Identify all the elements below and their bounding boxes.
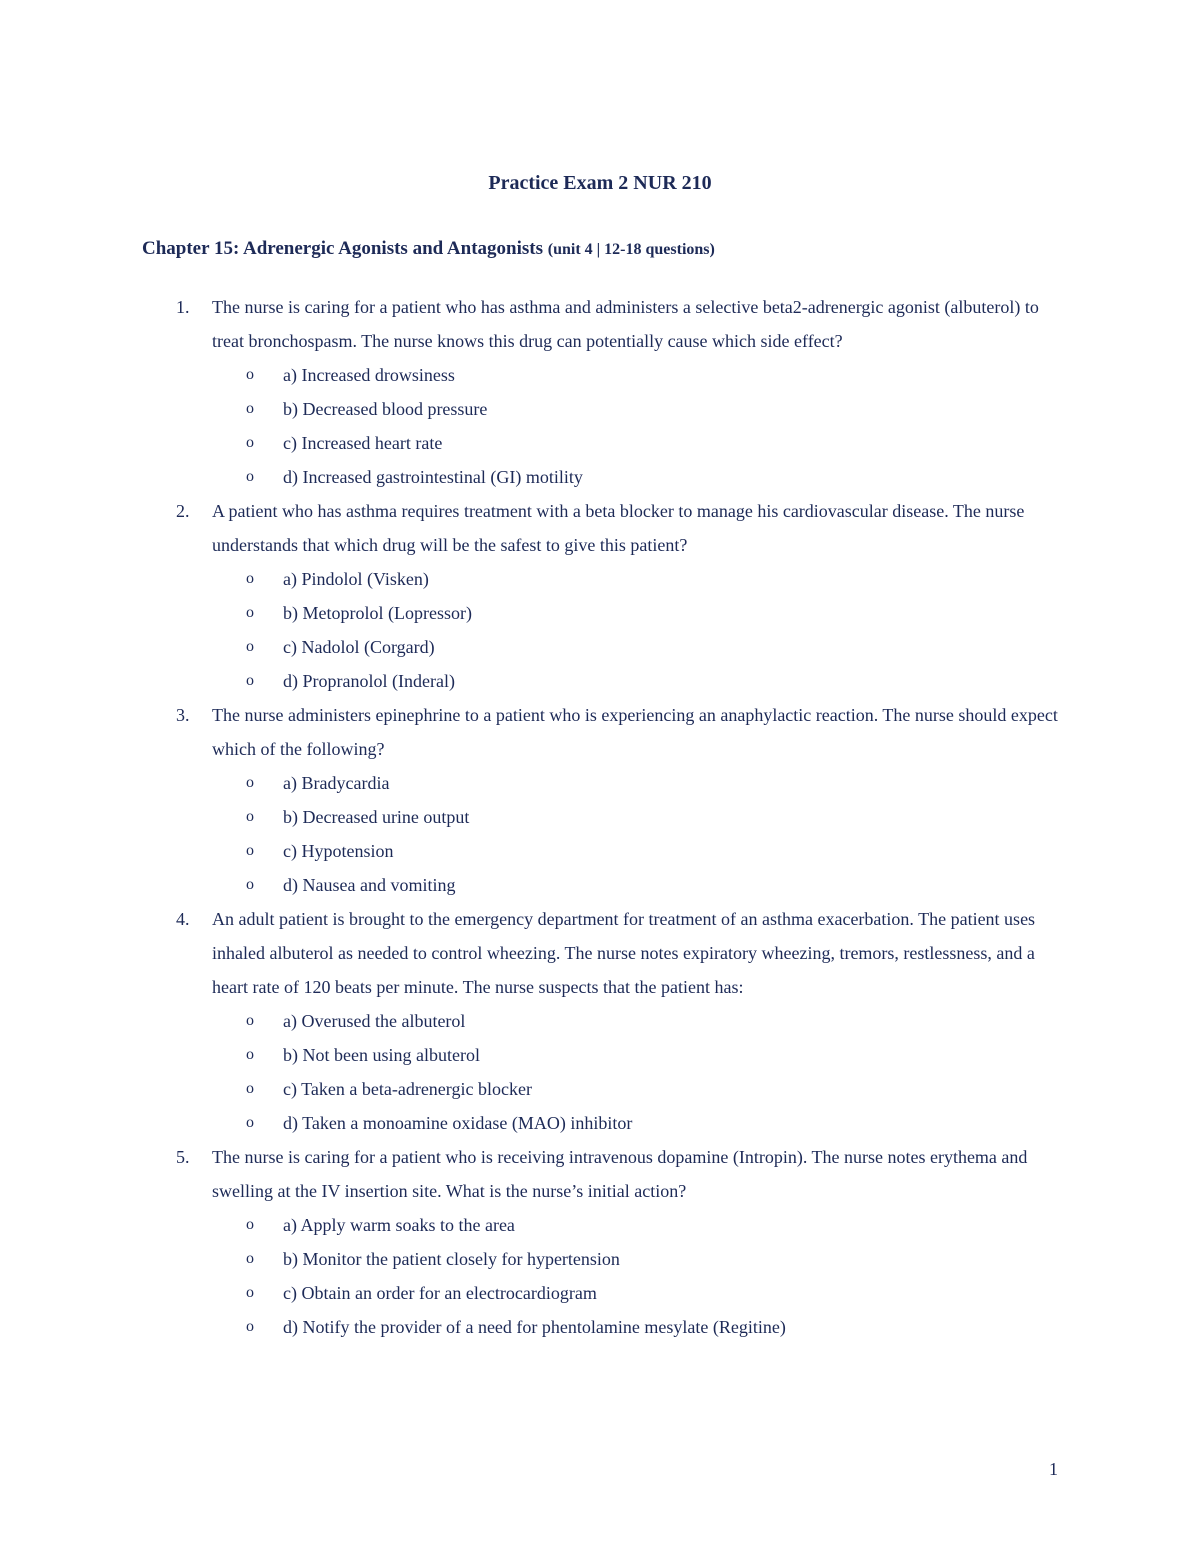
answer-option: [246, 834, 1062, 868]
answer-option: [246, 1276, 1062, 1310]
answer-option: [246, 1310, 1062, 1344]
answer-option: [246, 800, 1062, 834]
option-text: b) Metoprolol (Lopressor): [283, 603, 472, 623]
answer-option: [246, 1242, 1062, 1276]
chapter-title: Chapter 15: Adrenergic Agonists and Antagonists: [142, 238, 543, 259]
bullet-icon: o: [246, 400, 254, 417]
bullet-icon: o: [246, 842, 254, 859]
question-item: [142, 494, 1062, 698]
bullet-icon: o: [246, 774, 254, 791]
bullet-icon: o: [246, 468, 254, 485]
option-text: a) Apply warm soaks to the area: [283, 1215, 515, 1235]
answer-option: [246, 1208, 1062, 1242]
bullet-icon: o: [246, 1216, 254, 1233]
bullet-icon: o: [246, 672, 254, 689]
answer-option: [246, 1004, 1062, 1038]
answer-option: [246, 1038, 1062, 1072]
option-text: d) Taken a monoamine oxidase (MAO) inhibitor: [283, 1113, 633, 1133]
option-text: b) Monitor the patient closely for hypertension: [283, 1249, 620, 1269]
bullet-icon: o: [246, 1284, 254, 1301]
option-list: [142, 562, 1062, 698]
bullet-icon: o: [246, 604, 254, 621]
answer-option: [246, 664, 1062, 698]
option-text: d) Increased gastrointestinal (GI) motility: [283, 467, 583, 487]
option-list: [142, 766, 1062, 902]
bullet-icon: o: [246, 1012, 254, 1029]
bullet-icon: o: [246, 808, 254, 825]
question-number: 4.: [176, 909, 190, 929]
answer-option: [246, 1072, 1062, 1106]
answer-option: [246, 868, 1062, 902]
bullet-icon: o: [246, 434, 254, 451]
question-item: [142, 290, 1062, 494]
question-text: A patient who has asthma requires treatment with a beta blocker to manage his cardiovascular disease. The nurse understands that which drug will be the safest to give this patient?: [212, 501, 1025, 555]
option-text: a) Increased drowsiness: [283, 365, 455, 385]
option-text: c) Obtain an order for an electrocardiogram: [283, 1283, 597, 1303]
document-title: Practice Exam 2 NUR 210: [488, 172, 712, 194]
answer-option: [246, 1106, 1062, 1140]
question-text: The nurse administers epinephrine to a patient who is experiencing an anaphylactic reaction. The nurse should expect which of the following?: [212, 705, 1058, 759]
bullet-icon: o: [246, 1046, 254, 1063]
question-list: [142, 290, 1062, 1344]
option-text: b) Not been using albuterol: [283, 1045, 480, 1065]
option-text: d) Propranolol (Inderal): [283, 671, 455, 691]
answer-option: [246, 630, 1062, 664]
option-text: c) Nadolol (Corgard): [283, 637, 435, 657]
bullet-icon: o: [246, 876, 254, 893]
bullet-icon: o: [246, 1080, 254, 1097]
bullet-icon: o: [246, 1250, 254, 1267]
bullet-icon: o: [246, 570, 254, 587]
answer-option: [246, 460, 1062, 494]
option-list: [142, 1004, 1062, 1140]
question-item: [142, 902, 1062, 1140]
option-text: d) Notify the provider of a need for phentolamine mesylate (Regitine): [283, 1317, 786, 1337]
bullet-icon: o: [246, 366, 254, 383]
question-text: An adult patient is brought to the emergency department for treatment of an asthma exacerbation. The patient uses inhaled albuterol as needed to control wheezing. The nurse notes expiratory wheezing, tremors, restlessness, and a heart rate of 120 beats per minute. The nurse suspects that the patient has:: [212, 909, 1036, 997]
question-number: 1.: [176, 297, 190, 317]
question-number: 5.: [176, 1147, 190, 1167]
question-number: 3.: [176, 705, 190, 725]
question-item: [142, 1140, 1062, 1344]
option-text: a) Pindolol (Visken): [283, 569, 429, 589]
option-list: [142, 358, 1062, 494]
question-text: The nurse is caring for a patient who is receiving intravenous dopamine (Intropin). The nurse notes erythema and swelling at the IV insertion site. What is the nurse’s initial action?: [212, 1147, 1028, 1201]
chapter-heading: [142, 236, 1142, 263]
answer-option: [246, 596, 1062, 630]
option-text: a) Bradycardia: [283, 773, 390, 793]
page-number: 1: [1049, 1459, 1058, 1479]
question-number: 2.: [176, 501, 190, 521]
chapter-meta: (unit 4 | 12-18 questions): [547, 241, 715, 258]
question-text: The nurse is caring for a patient who has asthma and administers a selective beta2-adrenergic agonist (albuterol) to treat bronchospasm. The nurse knows this drug can potentially cause which side effect?: [212, 297, 1039, 351]
option-text: c) Hypotension: [283, 841, 394, 861]
bullet-icon: o: [246, 1114, 254, 1131]
answer-option: [246, 392, 1062, 426]
question-item: [142, 698, 1062, 902]
bullet-icon: o: [246, 638, 254, 655]
option-list: [142, 1208, 1062, 1344]
answer-option: [246, 562, 1062, 596]
option-text: b) Decreased blood pressure: [283, 399, 488, 419]
answer-option: [246, 766, 1062, 800]
option-text: d) Nausea and vomiting: [283, 875, 456, 895]
answer-option: [246, 358, 1062, 392]
option-text: c) Increased heart rate: [283, 433, 443, 453]
bullet-icon: o: [246, 1318, 254, 1335]
answer-option: [246, 426, 1062, 460]
option-text: c) Taken a beta-adrenergic blocker: [283, 1079, 532, 1099]
option-text: b) Decreased urine output: [283, 807, 470, 827]
option-text: a) Overused the albuterol: [283, 1011, 466, 1031]
